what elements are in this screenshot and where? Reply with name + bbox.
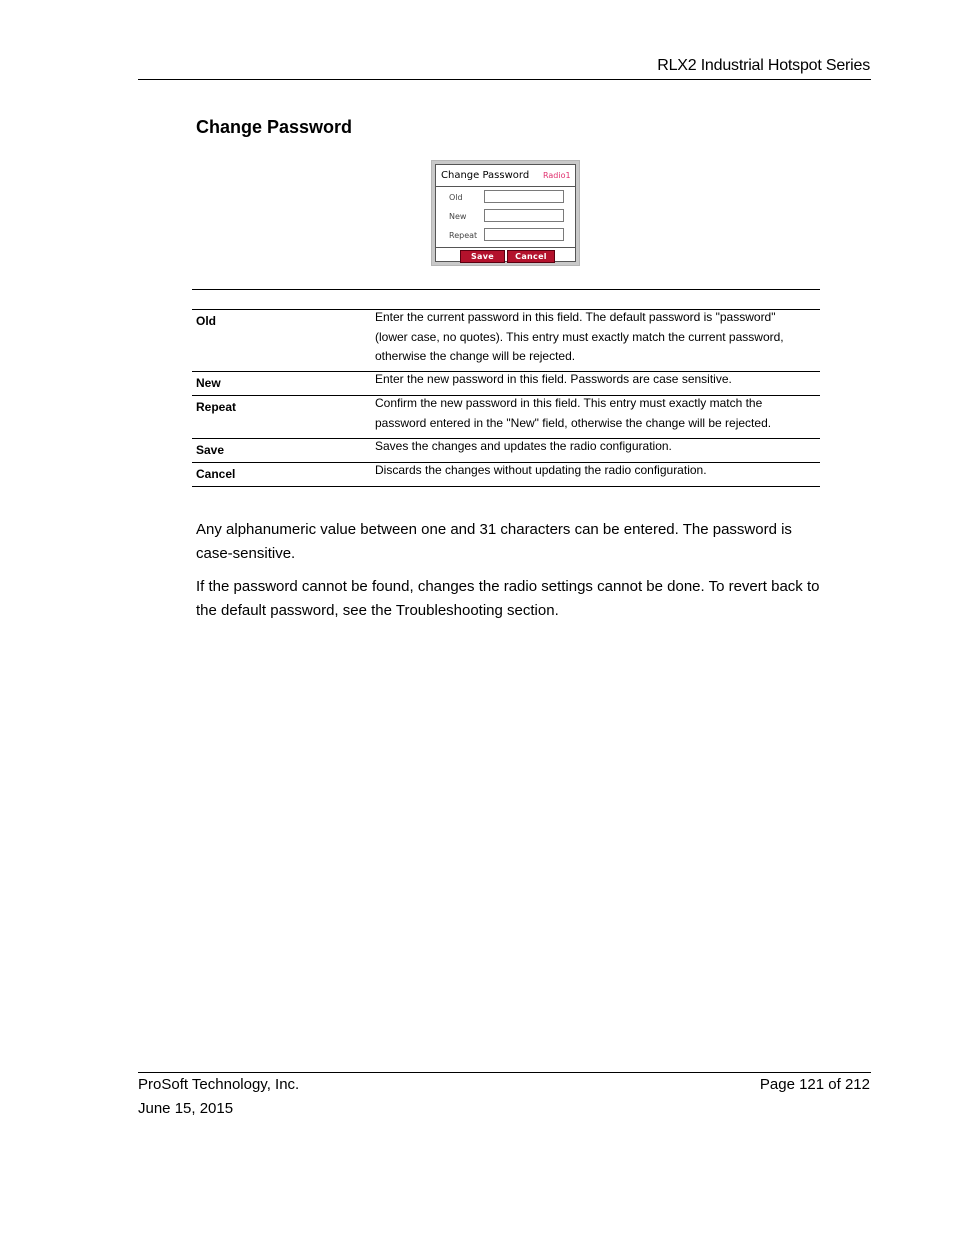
- old-password-input[interactable]: [484, 190, 564, 203]
- cancel-button[interactable]: Cancel: [507, 250, 555, 263]
- footer-divider: [138, 1072, 871, 1073]
- description-line: Discards the changes without updating the radio configuration.: [375, 463, 707, 477]
- new-field-label: New: [449, 212, 467, 221]
- header-divider: [138, 79, 871, 80]
- description-line: otherwise the change will be rejected.: [375, 349, 576, 363]
- new-password-input[interactable]: [484, 209, 564, 222]
- table-top-rule: [192, 289, 820, 290]
- old-field-label: Old: [449, 193, 463, 202]
- table-description: [375, 308, 820, 367]
- body-paragraph: Any alphanumeric value between one and 31 characters can be entered. The password is case-sensitive.: [196, 521, 792, 562]
- table-bottom-rule: [192, 486, 820, 487]
- dialog-title-bar: [436, 165, 575, 187]
- dialog-title: Change Password: [441, 170, 530, 181]
- section-heading: Change Password: [196, 117, 353, 137]
- table-row: [192, 462, 820, 486]
- description-line: password entered in the "New" field, otherwise the change will be rejected.: [375, 415, 772, 430]
- description-line: Enter the current password in this field. The default password is "password": [375, 310, 776, 324]
- footer-page-number: Page 121 of 212: [759, 1076, 870, 1093]
- table-description: [375, 437, 820, 457]
- table-row: [192, 309, 820, 371]
- table-description: [375, 461, 820, 481]
- save-button[interactable]: Save: [460, 250, 505, 263]
- dialog-panel: [435, 164, 576, 262]
- body-paragraph: If the password cannot be found, changes the radio settings cannot be done. To revert back to the default password, see the Troubleshooting section.: [196, 578, 820, 619]
- description-line: (lower case, no quotes). This entry must exactly match the current password,: [375, 329, 784, 344]
- document-header-title: RLX2 Industrial Hotspot Series: [657, 57, 870, 74]
- dialog-radio-label: Radio1: [543, 171, 571, 180]
- table-term: Repeat: [196, 400, 237, 414]
- table-row: [192, 371, 820, 395]
- dialog-button-bar: [436, 247, 575, 261]
- table-term: Save: [196, 443, 225, 457]
- table-description: [375, 394, 820, 433]
- table-term: Old: [196, 314, 216, 328]
- repeat-password-input[interactable]: [484, 228, 564, 241]
- repeat-field-label: Repeat: [449, 231, 478, 240]
- table-row: [192, 395, 820, 438]
- table-row: [192, 438, 820, 462]
- change-password-dialog: [431, 160, 580, 266]
- table-description: [375, 370, 820, 390]
- footer-company: ProSoft Technology, Inc.: [138, 1076, 300, 1093]
- table-term: Cancel: [196, 467, 236, 481]
- description-line: Confirm the new password in this field. This entry must exactly match the: [375, 396, 763, 410]
- table-term: New: [196, 376, 221, 390]
- footer-date: June 15, 2015: [138, 1100, 234, 1117]
- description-line: Enter the new password in this field. Passwords are case sensitive.: [375, 372, 732, 386]
- description-line: Saves the changes and updates the radio configuration.: [375, 439, 672, 453]
